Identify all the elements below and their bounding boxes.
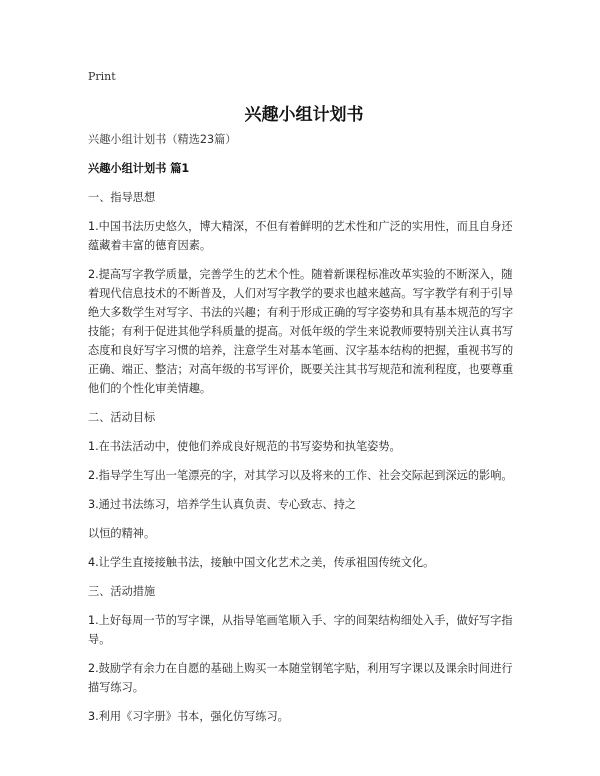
document-subtitle: 兴趣小组计划书（精选23篇） (88, 133, 237, 146)
paragraph: 1.中国书法历史悠久，博大精深，不但有着鲜明的艺术性和广泛的实用性，而且自身还蕴藏着丰富的德育因素。 (88, 220, 513, 252)
paragraph: 3.通过书法练习，培养学生认真负责、专心致志、持之 (88, 498, 356, 511)
paragraph: 1.上好每周一节的写字课，从指导笔画笔顺入手、字的间架结构细处入手，做好写字指导。 (88, 614, 513, 646)
paragraph: 4.让学生直接接触书法，接触中国文化艺术之美，传承祖国传统文化。 (88, 556, 435, 569)
paragraph: 以恒的精神。 (88, 527, 156, 540)
paragraph: 2.提高写字教学质量，完善学生的艺术个性。随着新课程标准改革实验的不断深入，随着现代信息技术的不断普及，人们对写字教学的要求也越来越高。写字教学有利于引导绝大多数学生对写字、书法的兴趣；有利于形成正确的写字姿势和具有基本规范的写字技能；有利于促进其他学科质量的提高。对低年级的学生来说教师要特别关注认真书写态度和良好写字习惯的培养，注意学生对基本笔画、汉字基本结构的把握，重视书写的正确、端正、整洁；对高年级的书写评价，既要关注其书写规范和流利程度，也要尊重他们的个性化审美情趣。 (88, 268, 514, 395)
paragraph: 2.鼓励学有余力在自愿的基础上购买一本随堂钢笔字贴，利用写字课以及课余时间进行描写练习。 (88, 662, 513, 694)
page-title: 兴趣小组计划书 (244, 105, 364, 125)
heading-guiding-ideology: 一、指导思想 (88, 191, 156, 204)
paragraph: 3.利用《习字册》书本，强化仿写练习。 (88, 710, 289, 723)
print-link[interactable]: Print (88, 70, 116, 83)
paragraph: 1.在书法活动中，使他们养成良好规范的书写姿势和执笔姿势。 (88, 440, 401, 453)
heading-activity-measures: 三、活动措施 (88, 585, 156, 598)
document-content (88, 130, 520, 736)
paragraph: 2.指导学生写出一笔漂亮的字，对其学习以及将来的工作、社会交际起到深远的影响。 (88, 469, 513, 482)
section-title: 兴趣小组计划书 篇1 (88, 162, 190, 175)
heading-activity-goals: 二、活动目标 (88, 411, 156, 424)
